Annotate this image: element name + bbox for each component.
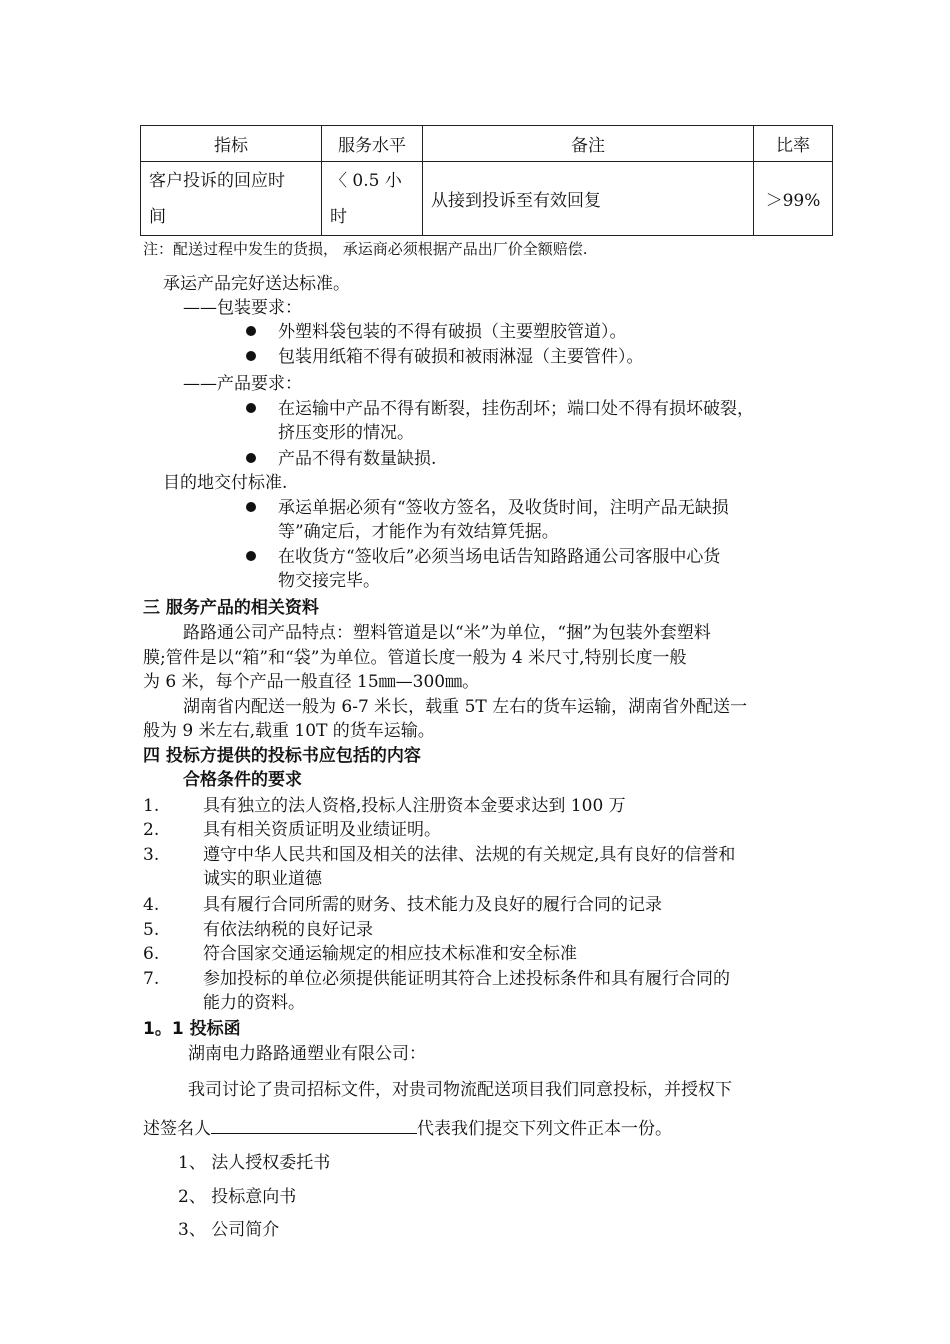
list-item-line: 具有履行合同所需的财务、技术能力及良好的履行合同的记录 <box>203 895 662 915</box>
list-number: 7. <box>143 969 160 989</box>
indicator-line: 间 <box>149 206 166 227</box>
list-number: 6. <box>143 944 160 964</box>
service-line: 〈 0.5 小 <box>330 170 402 191</box>
list-item-line: 遵守中华人民共和国及相关的法律、法规的有关规定,具有良好的信誉和 <box>203 845 736 865</box>
bullet-icon <box>246 326 256 336</box>
table-header-cell: 比率 <box>754 126 833 162</box>
table-cell-ratio: ＞99% <box>754 162 833 236</box>
standard-title: 承运产品完好送达标准。 <box>163 274 350 294</box>
service-line: 时 <box>330 206 347 227</box>
paragraph-line: 我司讨论了贵司招标文件，对贵司物流配送项目我们同意投标，并授权下 <box>188 1080 732 1100</box>
bullet-icon <box>246 502 256 512</box>
bullet-icon <box>246 403 256 413</box>
section-heading: 1。1 投标函 <box>143 1019 241 1039</box>
subheading: 合格条件的要求 <box>183 770 302 790</box>
paragraph-line: 路路通公司产品特点：塑料管道是以“米”为单位，“捆”为包装外套塑料 <box>183 623 711 643</box>
delivery-item-line: 等”确定后，才能作为有效结算凭据。 <box>278 522 559 542</box>
signer-label: 述签名人 <box>143 1119 211 1139</box>
bullet-icon <box>246 551 256 561</box>
table-cell-remark: 从接到投诉至有效回复 <box>423 162 754 236</box>
indicator-line: 客户投诉的回应时 <box>149 170 285 191</box>
list-item-line: 具有独立的法人资格,投标人注册资本金要求达到 100 万 <box>203 796 626 816</box>
table-row <box>141 162 833 236</box>
paragraph-tail: 代表我们提交下列文件正本一份。 <box>417 1119 672 1139</box>
document-list-item: 1、 法人授权委托书 <box>178 1153 331 1173</box>
document-list-item: 2、 投标意向书 <box>178 1187 297 1207</box>
table-header-cell: 服务水平 <box>322 126 423 162</box>
service-level-table <box>140 125 833 236</box>
list-item-line: 有依法纳税的良好记录 <box>203 920 373 940</box>
product-title: ——产品要求： <box>183 374 302 394</box>
table-note: 注：配送过程中发生的货损， 承运商必须根据产品出厂价全额赔偿. <box>143 240 588 258</box>
paragraph-line: 般为 9 米左右,载重 10T 的货车运输。 <box>143 721 435 741</box>
paragraph-line: 湖南省内配送一般为 6-7 米长，载重 5T 左右的货车运输，湖南省外配送一 <box>183 697 748 717</box>
table-cell-indicator <box>141 162 322 236</box>
bullet-icon <box>246 453 256 463</box>
list-number: 4. <box>143 895 160 915</box>
list-number: 2. <box>143 820 160 840</box>
paragraph-line: 为 6 米，每个产品一般直径 15㎜—300㎜。 <box>143 672 480 692</box>
paragraph-line: 膜;管件是以“箱”和“袋”为单位。管道长度一般为 4 米尺寸,特别长度一般 <box>143 648 687 668</box>
signature-blank[interactable] <box>211 1115 417 1134</box>
product-item-line: 挤压变形的情况。 <box>278 423 414 443</box>
section-heading: 三 服务产品的相关资料 <box>143 598 319 618</box>
list-item-line: 具有相关资质证明及业绩证明。 <box>203 820 441 840</box>
delivery-item-line: 物交接完毕。 <box>278 571 380 591</box>
packaging-item: 外塑料袋包装的不得有破损（主要塑胶管道）。 <box>278 322 627 342</box>
packaging-item: 包装用纸箱不得有破损和被雨淋湿（主要管件）。 <box>278 347 644 367</box>
paragraph-line <box>143 1115 672 1141</box>
table-header-cell: 指标 <box>141 126 322 162</box>
section-heading: 四 投标方提供的投标书应包括的内容 <box>143 746 421 766</box>
list-item-line: 符合国家交通运输规定的相应技术标准和安全标准 <box>203 944 577 964</box>
bullet-icon <box>246 351 256 361</box>
product-item-line: 产品不得有数量缺损. <box>278 449 437 469</box>
list-item-line: 能力的资料。 <box>203 993 305 1013</box>
product-item-line: 在运输中产品不得有断裂，挂伤刮坏；端口处不得有损坏破裂， <box>278 399 754 419</box>
delivery-item-line: 在收货方“签收后”必须当场电话告知路路通公司客服中心货 <box>278 547 721 567</box>
list-number: 5. <box>143 920 160 940</box>
list-item-line: 诚实的职业道德 <box>203 869 322 889</box>
list-number: 1. <box>143 796 160 816</box>
table-header-row <box>141 126 833 162</box>
table-header-cell: 备注 <box>423 126 754 162</box>
delivery-title: 目的地交付标准. <box>163 473 288 493</box>
table-cell-service <box>322 162 423 236</box>
document-list-item: 3、 公司简介 <box>178 1220 280 1240</box>
list-item-line: 参加投标的单位必须提供能证明其符合上述投标条件和具有履行合同的 <box>203 969 730 989</box>
delivery-item-line: 承运单据必须有“签收方签名，及收货时间，注明产品无缺损 <box>278 498 729 518</box>
packaging-title: ——包装要求： <box>183 298 302 318</box>
list-number: 3. <box>143 845 160 865</box>
addressee: 湖南电力路路通塑业有限公司： <box>188 1044 426 1064</box>
